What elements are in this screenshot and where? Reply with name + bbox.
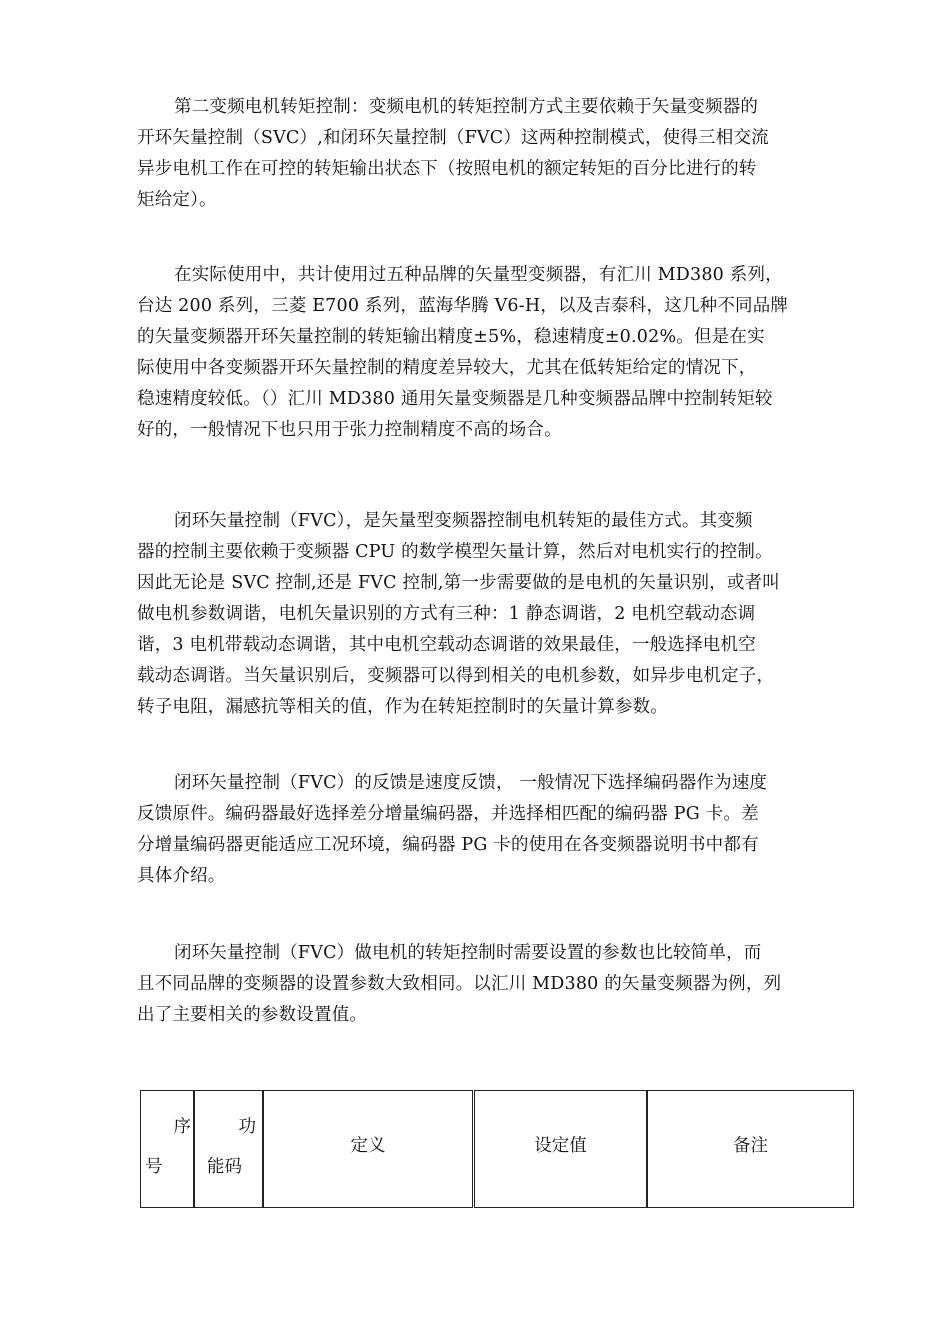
header-text: 序 xyxy=(173,1117,191,1137)
paragraph-line: 第二变频电机转矩控制：变频电机的转矩控制方式主要依赖于矢量变频器的 xyxy=(174,97,759,117)
paragraph-line: 谐，3 电机带载动态调谐，其中电机空载动态调谐的效果最佳，一般选择电机空 xyxy=(137,635,756,655)
paragraph-line: 反馈原件。编码器最好选择差分增量编码器，并选择相匹配的编码器 PG 卡。差 xyxy=(137,804,759,824)
paragraph-fvc-parameters xyxy=(137,938,817,1031)
paragraph-line: 闭环矢量控制（FVC）的反馈是速度反馈， 一般情况下选择编码器作为速度 xyxy=(174,773,768,793)
header-text: 能码 xyxy=(207,1157,242,1177)
header-text: 设定值 xyxy=(534,1136,587,1156)
header-text: 定义 xyxy=(350,1136,386,1156)
paragraph-line: 做电机参数调谐，电机矢量识别的方式有三种：1 静态调谐，2 电机空载动态调 xyxy=(137,604,756,624)
paragraph-line: 稳速精度较低。（）汇川 MD380 通用矢量变频器是几种变频器品牌中控制转矩较 xyxy=(137,389,773,409)
paragraph-line: 出了主要相关的参数设置值。 xyxy=(137,1005,368,1025)
paragraph-line: 际使用中各变频器开环矢量控制的精度差异较大，尤其在低转矩给定的情况下， xyxy=(137,358,757,378)
header-cell-sequence xyxy=(140,1090,194,1208)
paragraph-line: 器的控制主要依赖于变频器 CPU 的数学模型矢量计算，然后对电机实行的控制。 xyxy=(137,542,773,562)
paragraph-svc-fvc-intro xyxy=(137,92,817,216)
paragraph-line: 台达 200 系列，三菱 E700 系列，蓝海华腾 V6-H，以及吉泰科，这几种不同品牌 xyxy=(137,296,789,316)
paragraph-line: 具体介绍。 xyxy=(137,866,226,886)
paragraph-line: 开环矢量控制（SVC）,和闭环矢量控制（FVC）这两种控制模式，使得三相交流 xyxy=(137,128,769,148)
header-cell-definition xyxy=(263,1090,473,1208)
paragraph-line: 载动态调谐。当矢量识别后，变频器可以得到相关的电机参数，如异步电机定子， xyxy=(137,666,775,686)
paragraph-line: 分增量编码器更能适应工况环境，编码器 PG 卡的使用在各变频器说明书中都有 xyxy=(137,835,759,855)
paragraph-line: 在实际使用中，共计使用过五种品牌的矢量型变频器，有汇川 MD380 系列， xyxy=(174,265,783,285)
paragraph-line: 好的，一般情况下也只用于张力控制精度不高的场合。 xyxy=(137,420,562,440)
parameter-table-header xyxy=(140,1090,854,1208)
paragraph-line: 且不同品牌的变频器的设置参数大致相同。以汇川 MD380 的矢量变频器为例，列 xyxy=(137,974,782,994)
header-cell-setting-value xyxy=(474,1090,647,1208)
header-text: 功 xyxy=(238,1117,256,1137)
header-cell-remark xyxy=(647,1090,854,1208)
header-text: 号 xyxy=(145,1157,163,1177)
paragraph-line: 闭环矢量控制（FVC）做电机的转矩控制时需要设置的参数也比较简单，而 xyxy=(174,943,762,963)
paragraph-line: 转子电阻，漏感抗等相关的值，作为在转矩控制时的矢量计算参数。 xyxy=(137,697,668,717)
paragraph-fvc-principle xyxy=(137,506,817,723)
paragraph-fvc-feedback xyxy=(137,768,817,892)
paragraph-brand-experience xyxy=(137,260,817,446)
header-cell-function-code xyxy=(194,1090,263,1208)
paragraph-line: 异步电机工作在可控的转矩输出状态下（按照电机的额定转矩的百分比进行的转 xyxy=(137,159,757,179)
header-text: 备注 xyxy=(733,1136,768,1156)
paragraph-line: 矩给定）。 xyxy=(137,190,217,210)
paragraph-line: 因此无论是 SVC 控制,还是 FVC 控制,第一步需要做的是电机的矢量识别，或者叫 xyxy=(137,573,780,593)
paragraph-line: 闭环矢量控制（FVC），是矢量型变频器控制电机转矩的最佳方式。其变频 xyxy=(174,511,753,531)
paragraph-line: 的矢量变频器开环矢量控制的转矩输出精度±5%，稳速精度±0.02%。但是在实 xyxy=(137,327,765,347)
